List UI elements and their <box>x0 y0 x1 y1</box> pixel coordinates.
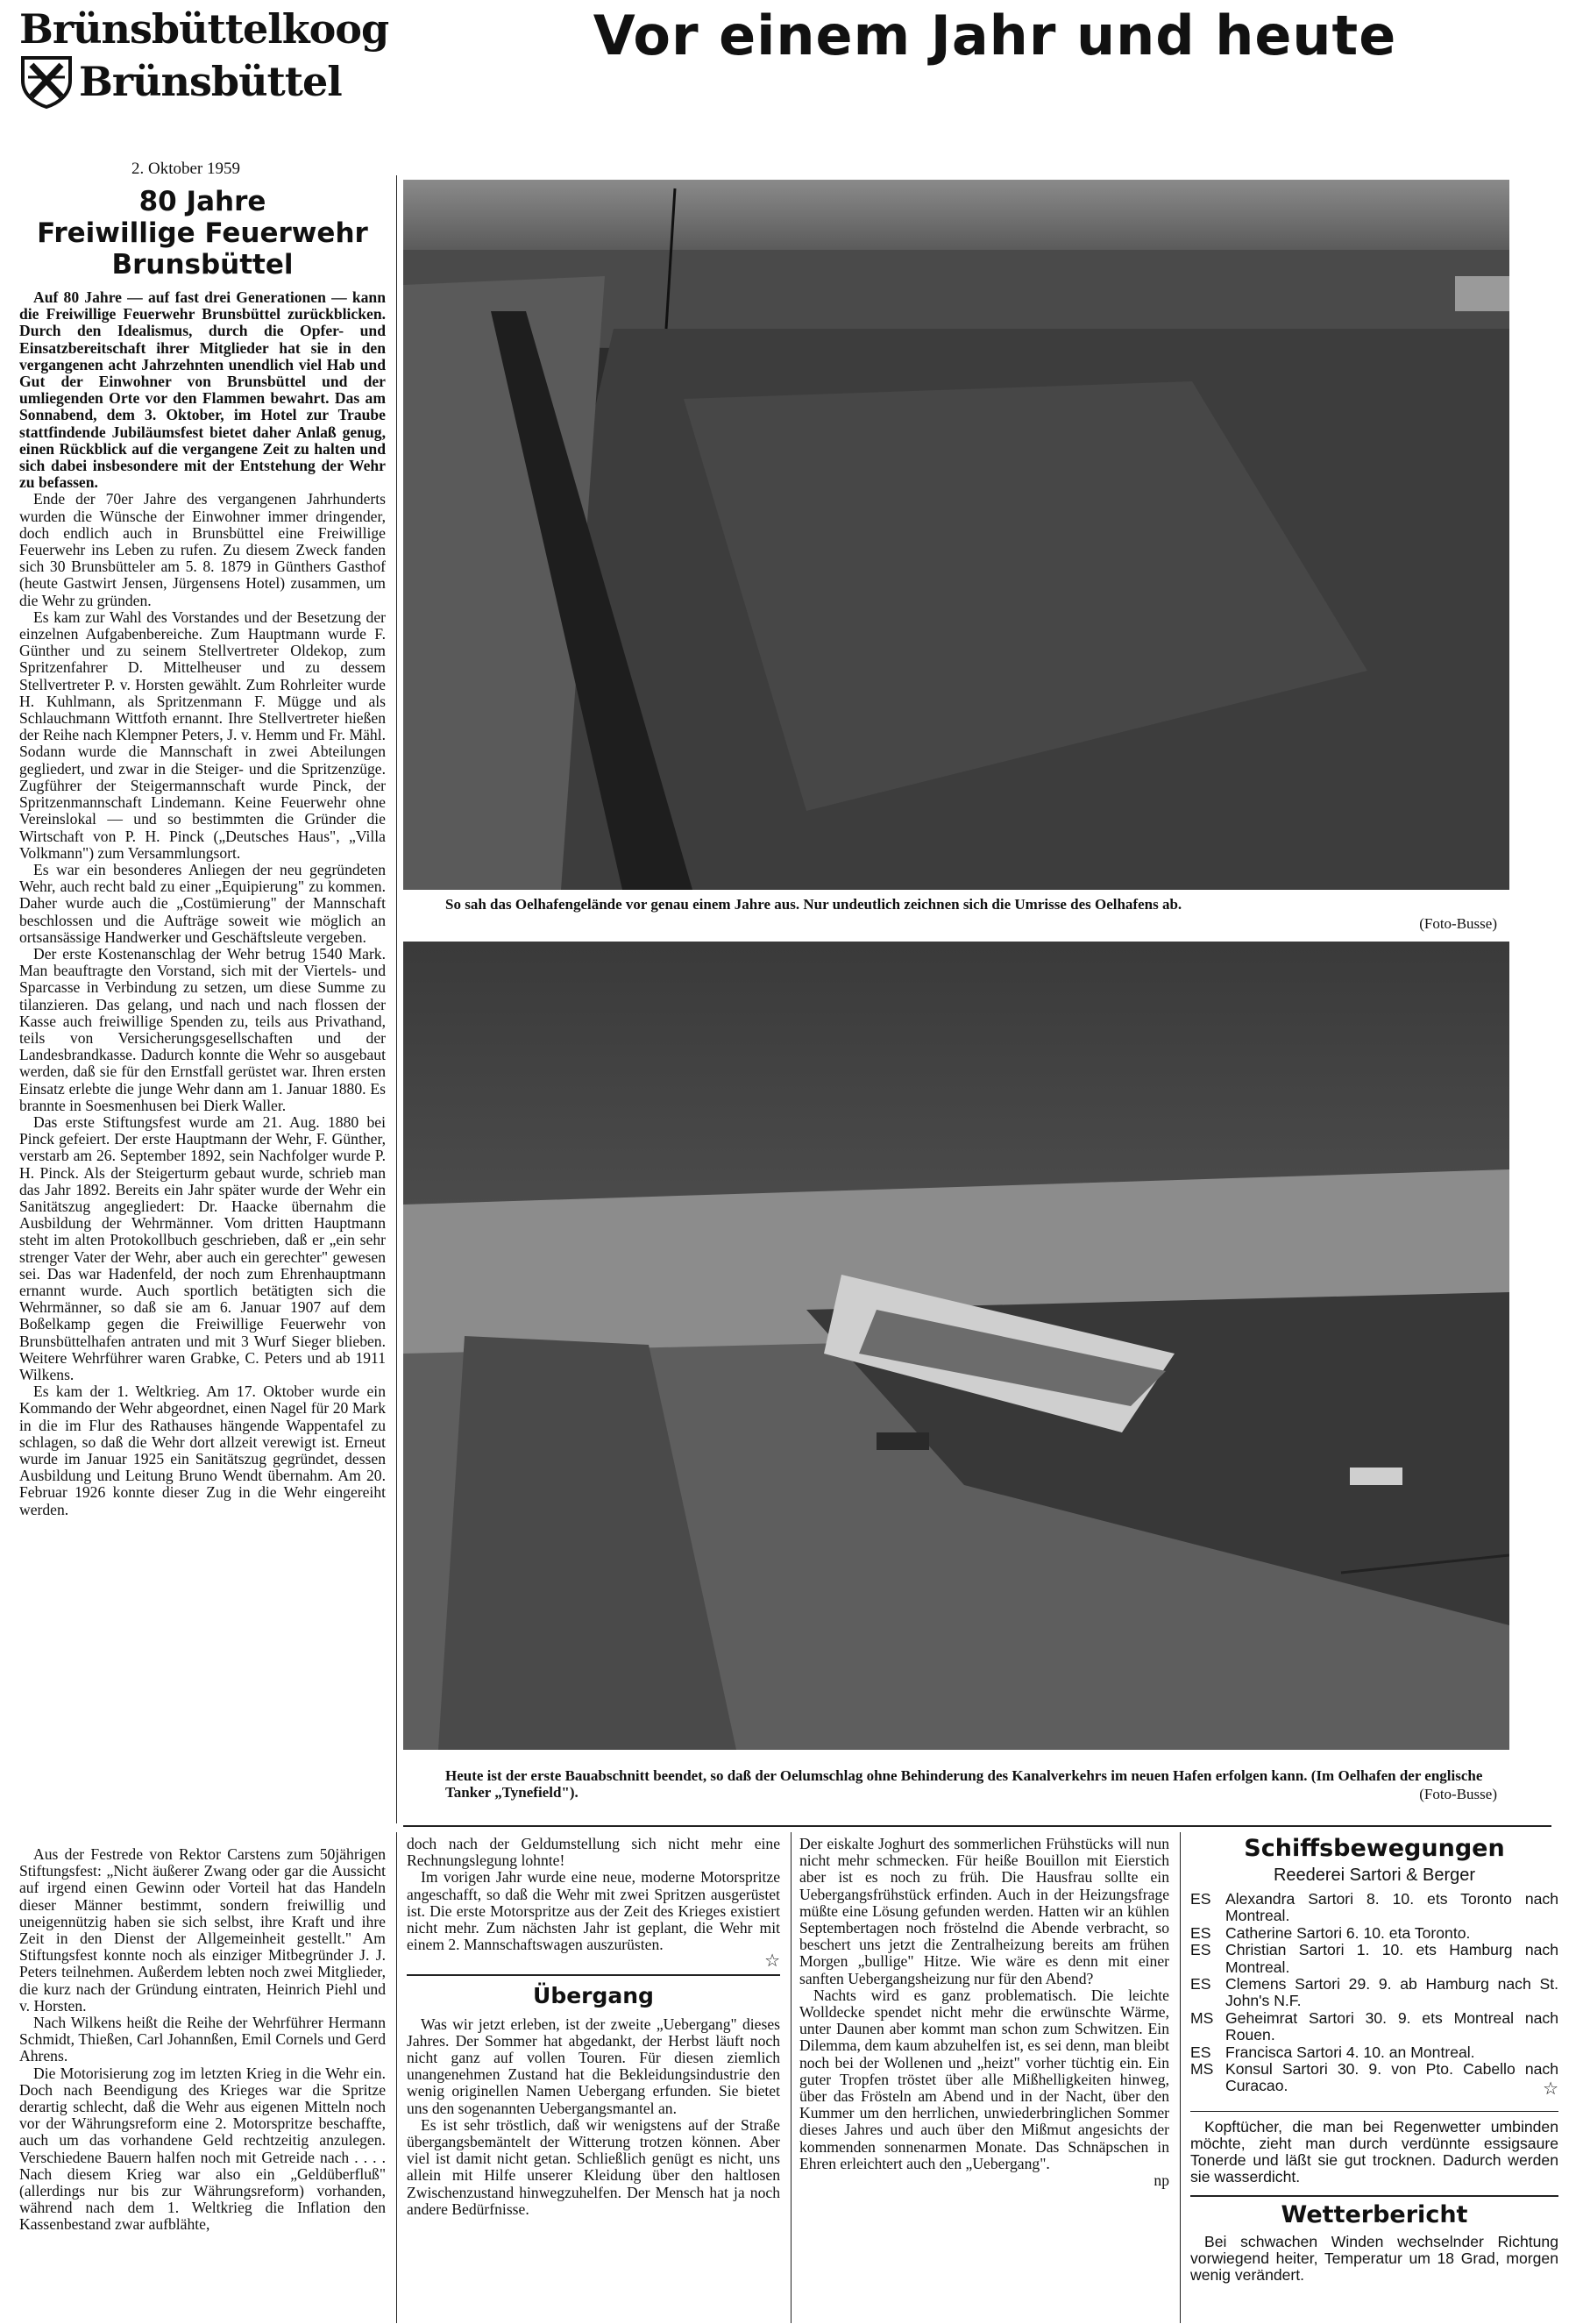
bottom-photo-caption <box>445 1767 1497 1801</box>
masthead-line1: Brünsbüttelkoog <box>19 5 389 53</box>
ship-movement-text: Clemens Sartori 29. 9. ab Hamburg nach St. John's N.F. <box>1225 1975 1558 2010</box>
article-paragraph: Es war ein besonderes Anliegen der neu gegründeten Wehr, auch recht bald zu einer „Equipierung" zu kommen. Daher wurde auch die „Costümierung" der Mannschaft beschlossen und die Aufträge soweit wie möglich an ortsansässige Handwerker und Geschäftsleute vergeben. <box>19 860 386 946</box>
article-paragraph: Der erste Kostenanschlag der Wehr betrug 1540 Mark. Man beauftragte den Vorstand, sich mit der Viertels- und Sparcasse in Verbindung zu setzen, um diese Summe zu tilanzieren. Das gelang, und nach und nach flossen der Kasse auch freiwillige Spenden zu, teils aus Privathand, teils von Versicherungsgesellschaften und der Landesbrandkasse. Dadurch konnte die Wehr so ausgebaut werden, daß sie für den Ernstfall gerüstet war. Ihren ersten Einsatz erlebte die junge Wehr dann am 1. Januar 1880. Es brannte in Soesmenhusen bei Dierk Waller. <box>19 944 386 1114</box>
ship-movement-text: Alexandra Sartori 8. 10. ets Toronto nach Montreal. <box>1225 1890 1558 1925</box>
ship-row <box>1190 2010 1558 2044</box>
lead-article-continued <box>19 1846 386 2234</box>
masthead-line2: Brünsbüttel <box>79 58 342 105</box>
ship-type-code: ES <box>1190 2043 1211 2061</box>
wetter-title: Wetterbericht <box>1281 2200 1468 2228</box>
photo-oelhafen-today <box>403 942 1509 1750</box>
article-intro: Auf 80 Jahre — auf fast drei Generationen — kann die Freiwillige Feuerwehr Brunsbüttel zurückblicken. Durch den Idealismus, durch die Opfer- und Einsatzbereitschaft ihrer Mitglieder hat sie in den vergangenen acht Jahrzehnten unendlich viel Hab und Gut der Einwohner von Brunsbüttel und der umliegenden Orte vor den Flammen bewahrt. Das am Sonnabend, dem 3. Oktober, im Hotel zur Traube stattfindende Jubiläumsfest bietet daher Anlaß genug, einen Rückblick auf die vergangene Zeit zu halten und sich dabei insbesondere mit der Entstehung der Wehr zu befassen. <box>19 288 386 492</box>
article-paragraph: Ende der 70er Jahre des vergangenen Jahrhunderts wurden die Wünsche der Einwohner immer dringender, doch endlich auch in Brunsbüttel eine Freiwillige Feuerwehr ins Leben zu rufen. Zu diesem Zweck fanden sich 30 Brunsbütteler am 5. 8. 1879 in Günthers Gasthof (heute Gastwirt Jensen, Jürgensens Hotel) zusammen, um die Wehr zu gründen. <box>19 490 386 609</box>
ship-movement-text: Francisca Sartori 4. 10. an Montreal. <box>1225 2043 1475 2061</box>
uebergang-paragraph: Nachts wird es ganz problematisch. Die leichte Wolldecke spendet nicht mehr die erwünschte Wärme, unter Daunen aber kommt man schon zum Schwitzen. Ein Dilemma, dem kaum abzuhelfen ist, es sei denn, man bleibt noch bei der Wollenen und „heizt" vorher tüchtig ein. Ein guter Tropfen tröstet über alle Mißhelligkeiten hinweg, über das Frösteln am Abend und in der Nacht, über den Kummer um den herrlichen, unwiederbringlichen Sommer dieses Jahres und auch über den Mißmut angesichts der kommenden sonnenarmen Monate. Das Schnäpschen in Ehren erleichtert auch den „Uebergang". <box>799 1986 1169 2172</box>
wetter-text: Bei schwachen Winden wechselnder Richtung vorwiegend heiter, Temperatur um 18 Grad, morgen wenig verändert. <box>1190 2232 1558 2285</box>
article-paragraph: Aus der Festrede von Rektor Carstens zum 50jährigen Stiftungsfest: „Nicht äußerer Zwang oder gar die Aussicht auf irgend einen Gewinn oder Vorteil hat das Handeln dieser Männer bestimmt, sondern freiwillig und uneigennützig haben sie sich selbst, ihre Kraft und ihre Zeit in den Dienst der Allgemeinheit gestellt." Am Stiftungsfest konnte noch als einziger Mitbegründer J. J. Peters teilnehmen. Außerdem lebten noch zwei Mitglieder, die kurz nach der Gründung eintraten, Heinrich Piehl und v. Horsten. <box>19 1845 386 2015</box>
ship-movement-text: Konsul Sartori 30. 9. von Pto. Cabello nach Curacao. <box>1225 2060 1558 2095</box>
bottom-photo-credit: (Foto-Busse) <box>1419 1786 1497 1802</box>
ship-row <box>1190 1976 1558 2010</box>
schiffsbewegungen-title: Schiffsbewegungen <box>1244 1835 1505 1862</box>
article-paragraph: Es kam zur Wahl des Vorstandes und der Besetzung der einzelnen Aufgabenbereiche. Zum Hauptmann wurde F. Günther und zu seinem Stellvertreter Oldekop, zum Spritzenfahrer D. Mittelheuser und zu dessem Stellvertreter P. v. Horsten gewählt. Zum Rohrleiter wurde H. Kuhlmann, als Spritzenmann F. Mügge und als Schlauchmann Wittfoth ernannt. Ihre Stellvertreter hießen der Reihe nach Klempner Peters, J. v. Hemm und Fr. Mähl. Sodann wurde die Mannschaft in zwei Abteilungen gegliedert, und zwar in die Steiger- und die Spritzenzüge. Zugführer der Steigermannschaft wurde Pinck, der Spritzenmannschaft Lindemann. Keine Feuerwehr ohne Vereinslokal — und so bestimmten die Gründer die Wirtschaft von P. H. Pinck („Deutsches Haus", „Villa Volkmann") zum Versammlungsort. <box>19 608 386 862</box>
article-paragraph: doch nach der Geldumstellung sich nicht mehr eine Rechnungslegung lohnte! <box>407 1835 780 1870</box>
article-paragraph: Es kam der 1. Weltkrieg. Am 17. Oktober wurde ein Kommando der Wehr abgeordnet, einen Nagel für 20 Mark in die im Flur des Rathauses hängende Wappentafel zu schlagen, so daß die Wehr dort allzeit verewigt ist. Erneut wurde im Januar 1925 ein Sanitätszug gegründet, dessen Ausbildung und Leitung Bruno Wendt übernahm. Am 20. Februar 1926 konnte dieser Zug in die Wehr eingereiht werden. <box>19 1382 386 1518</box>
masthead-title <box>19 7 387 109</box>
article-paragraph: Die Motorisierung zog im letzten Krieg in die Wehr ein. Doch nach Beendigung des Krieges war die Spritze derartig schlecht, daß die Wehr aus eigenen Mitteln noch vor der Währungsreform eine 2. Motorspritze beschaffte, auch um das vorhandene Geld rechtzeitig anzulegen. Verschiedene Bauern halfen noch mit Getreide nach . . . . Nach diesem Krieg war also ein „Geldüberfluß" (allerdings nur bis zur Währungsreform) vorhanden, während nach dem 1. Weltkrieg die Inflation den Kassenbestand zwar aufblähte, <box>19 2064 386 2234</box>
uebergang-paragraph: Der eiskalte Joghurt des sommerlichen Frühstücks will nun nicht mehr schmecken. Für heiße Bouillon mit Eierstich aber ist es noch zu früh. Die Hausfrau sollte ein Uebergangsfrühstück erfinden. Auch in der Heizungsfrage müßte eine Lösung gefunden werden. Hatten wir an kühlen Septembertagen noch fröstelnd die Abende verbracht, so beschert uns jetzt die Zentralheizung bereits am frühen Morgen „bullige" Hitze. Wie wäre es denn mit einer sanften Uebergangsheizung nur für den Abend? <box>799 1835 1169 1987</box>
ship-row <box>1190 1891 1558 1925</box>
photo-oelhafen-before-image <box>403 180 1509 890</box>
ship-row <box>1190 2044 1558 2061</box>
section-divider <box>403 1825 1551 1827</box>
ship-type-code: ES <box>1190 1923 1211 1942</box>
article-title-line3: Brunsbüttel <box>111 249 294 281</box>
photo-oelhafen-before <box>403 180 1509 890</box>
schiffsbewegungen-subtitle: Reederei Sartori & Berger <box>1273 1866 1476 1885</box>
uebergang-title: Übergang <box>533 1982 654 2008</box>
article-title-line2: Freiwillige Feuerwehr <box>37 217 368 249</box>
masthead-line2-row <box>19 54 387 109</box>
article-paragraph: Das erste Stiftungsfest wurde am 21. Aug. 1880 bei Pinck gefeiert. Der erste Hauptmann der Wehr, F. Günther, verstarb am 26. September 1892, sein Nachfolger wurde P. H. Pinck. Als der Steigerturm gebaut wurde, schrieb man das Jahr 1892. Bereits ein Jahr später wurde der Wehr ein Sanitätszug angegliedert: Dr. Haacke übernahm die Ausbildung der Wehrmänner. Vom dritten Hauptmann steht im alten Protokollbuch geschrieben, daß er „ein sehr strenger Vater der Wehr, aber auch ein gerechter" gewesen sei. Das war Hadenfeld, der noch zum Ehrenhauptmann ernannt wurde. Auch sportlich betätigten sich die Wehrmänner, so daß sie am 6. Januar 1907 auf dem Boßelkamp gegen die Freiwillige Feuerwehr von Brunsbüttelhafen antraten und mit 3 Wurf Sieger blieben. Weitere Wehrführer waren Grabke, C. Peters und ab 1911 Wilkens. <box>19 1112 386 1383</box>
ship-type-code: ES <box>1190 1890 1211 1908</box>
ship-type-code: ES <box>1190 1975 1211 1994</box>
column-divider <box>396 175 397 1823</box>
uebergang-paragraph: Was wir jetzt erleben, ist der zweite „Uebergang" dieses Jahres. Der Sommer hat abgedankt, der Herbst läuft noch nicht ganz auf vollen Touren. Für diesen ziemlich unangenehmen Zustand hat die Bekleidungsindustrie den wenig originellen Namen Uebergang erfunden. Sie bietet uns den sogenannten Uebergangsmantel an. <box>407 2015 780 2117</box>
tip-rule <box>1190 2111 1558 2112</box>
lead-article <box>19 186 386 1518</box>
ship-movement-text: Christian Sartori 1. 10. ets Hamburg nach Montreal. <box>1225 1941 1558 1976</box>
ship-row <box>1190 2061 1558 2095</box>
article-paragraph: Nach Wilkens heißt die Reihe der Wehrführer Hermann Schmidt, Thießen, Carl Johannßen, Emil Cornels und Gerd Ahrens. <box>19 2014 386 2065</box>
ship-row <box>1190 1942 1558 1976</box>
article-paragraph: Im vorigen Jahr wurde eine neue, moderne Motorspritze angeschafft, so daß die Wehr mit zwei Spritzen ausgerüstet ist. Die erste Motorspritze aus der Zeit des Krieges existiert nicht mehr. Zum nächsten Jahr ist geplant, die Wehr mit einem 2. Mannschaftswagen auszurüsten. <box>407 1868 780 1954</box>
top-photo-caption <box>445 896 1497 913</box>
column-divider <box>1180 1832 1181 2323</box>
photo-oelhafen-today-image <box>403 942 1509 1750</box>
top-photo-credit: (Foto-Busse) <box>1419 915 1497 932</box>
ship-type-code: ES <box>1190 1941 1211 1959</box>
article-title-line1: 80 Jahre <box>138 186 266 217</box>
column-divider <box>791 1832 792 2323</box>
wetter-rule <box>1190 2195 1558 2197</box>
ship-movement-text: Geheimrat Sartori 30. 9. ets Montreal nach Rouen. <box>1225 2008 1558 2044</box>
column-divider <box>396 1832 397 2323</box>
ship-type-code: MS <box>1190 2060 1214 2079</box>
tip-text: Kopftücher, die man bei Regenwetter umbinden möchte, zieht man durch verdünnte essigsaure Tonerde und läßt sie gut trocknen. Dadurch werden sie wasserdicht. <box>1190 2117 1558 2186</box>
issue-date: 2. Oktober 1959 <box>131 160 241 178</box>
uebergang-continued <box>799 1836 1169 2189</box>
ship-list <box>1190 1891 1558 2095</box>
article-end-mark: ☆ <box>764 1951 780 1972</box>
top-photo-caption-text: So sah das Oelhafengelände vor genau einem Jahre aus. Nur undeutlich zeichnen sich die Umrisse des Oelhafens ab. <box>445 896 1182 913</box>
bottom-photo-caption-text: Heute ist der erste Bauabschnitt beendet, so daß der Oelumschlag ohne Behinderung des Kanalverkehrs im neuen Hafen erfolgen kann. (Im Oelhafen der englische Tanker „Tynefield"). <box>445 1767 1483 1801</box>
uebergang-signature: np <box>1154 2171 1169 2190</box>
lead-article-end <box>407 1836 780 2218</box>
schiffsbewegungen-box <box>1190 1836 1558 2284</box>
uebergang-paragraph: Es ist sehr tröstlich, daß wir wenigstens auf der Straße übergangsbemäntelt der Witterung trotzen können. Aber viel ist damit nicht getan. Schließlich genügt es nicht, uns allein mit Hilfe unserer Kleidung über den haltlosen Zwischenzustand hinwegzuhelfen. Der Mensch hat ja noch andere Bedürfnisse. <box>407 2115 780 2218</box>
ship-list-end-mark: ☆ <box>1543 2077 1558 2099</box>
coat-of-arms-icon <box>19 54 74 109</box>
ship-movement-text: Catherine Sartori 6. 10. eta Toronto. <box>1225 1923 1471 1942</box>
page-headline: Vor einem Jahr und heute <box>593 4 1397 68</box>
uebergang-rule <box>407 1974 780 1976</box>
ship-type-code: MS <box>1190 2008 1214 2027</box>
ship-row <box>1190 1925 1558 1942</box>
